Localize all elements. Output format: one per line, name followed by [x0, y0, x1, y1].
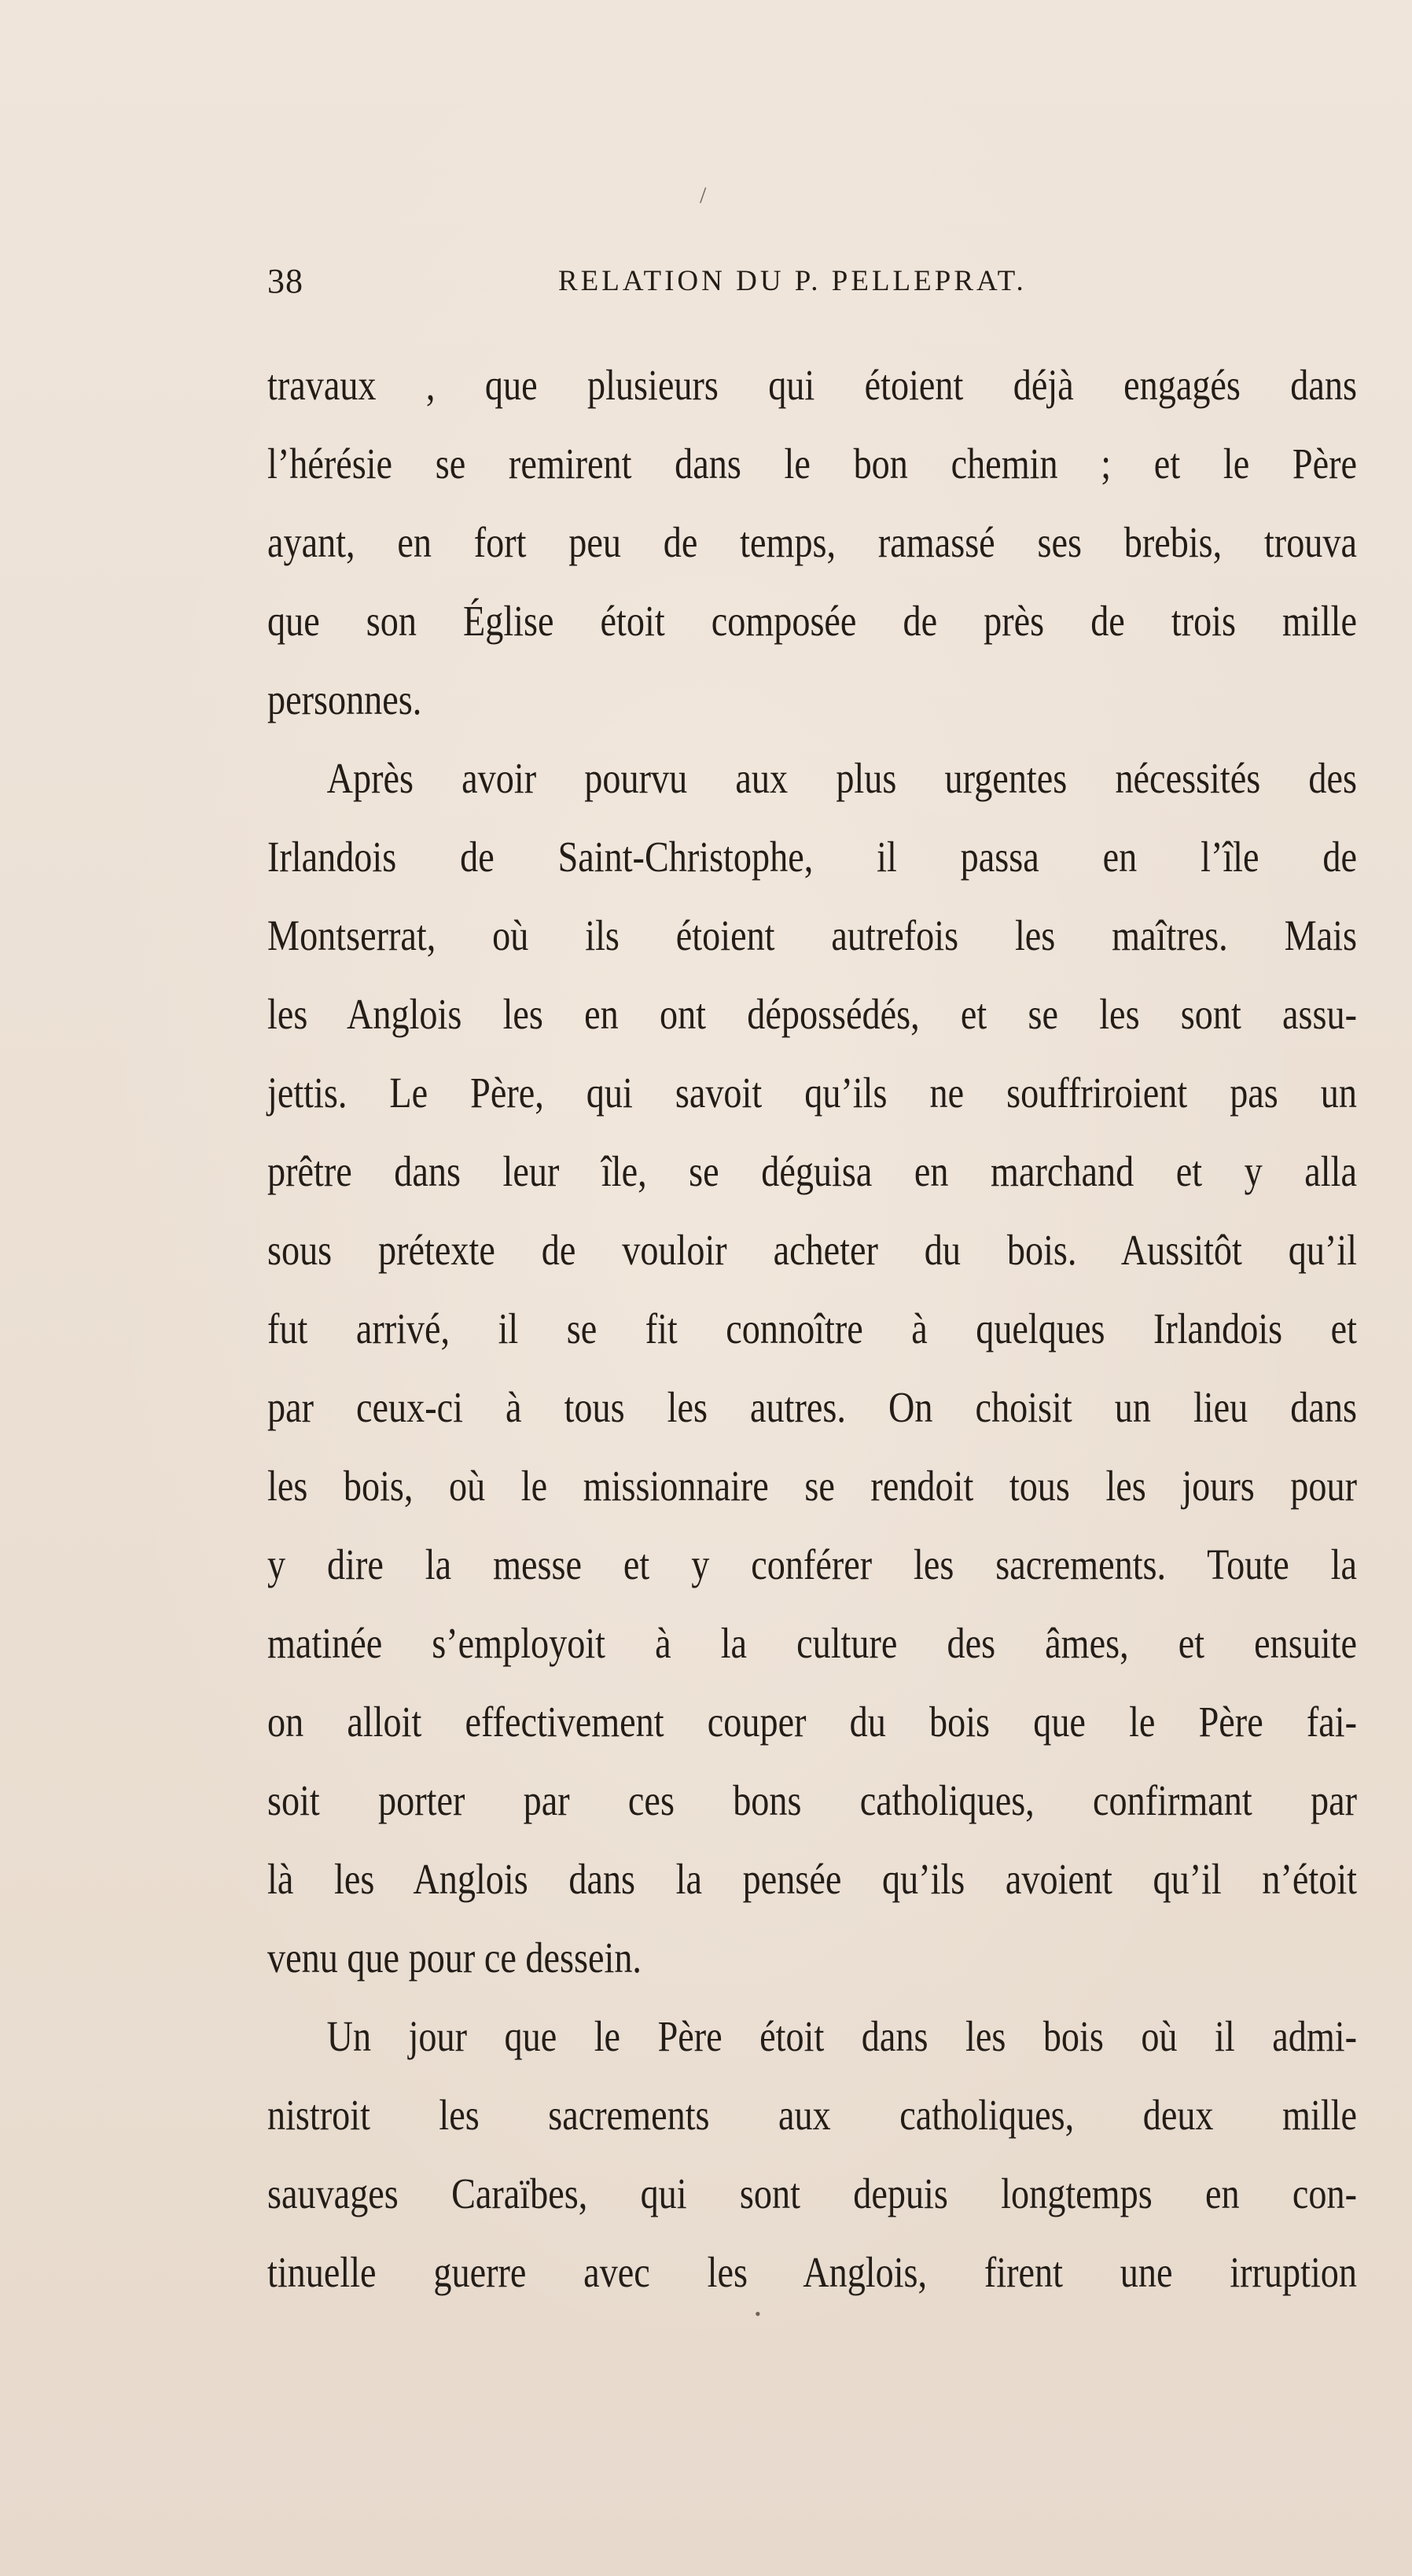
text-line: Montserrat, où ils étoient autrefois les maîtres. Mais — [267, 911, 1357, 959]
text-line: jettis. Le Père, qui savoit qu’ils ne souffriroient pas un — [267, 1069, 1357, 1117]
text-line: sauvages Caraïbes, qui sont depuis longtemps en con- — [267, 2169, 1357, 2217]
text-line: tinuelle guerre avec les Anglois, firent une irruption — [267, 2248, 1357, 2296]
ink-speck: • — [755, 2304, 761, 2324]
text-line: prêtre dans leur île, se déguisa en marchand et y alla — [267, 1147, 1357, 1195]
text-line: Après avoir pourvu aux plus urgentes nécessités des — [326, 754, 1358, 802]
text-line: travaux , que plusieurs qui étoient déjà engagés dans — [267, 361, 1357, 409]
ink-speck: / — [700, 182, 707, 208]
text-line: les Anglois les en ont dépossédés, et se les sont assu- — [267, 990, 1357, 1038]
text-line: nistroit les sacrements aux catholiques, deux mille — [267, 2091, 1357, 2139]
running-title: RELATION DU P. PELLEPRAT. — [558, 265, 1027, 297]
text-line: sous prétexte de vouloir acheter du bois. Aussitôt qu’il — [267, 1226, 1357, 1274]
page-number: 38 — [267, 262, 303, 300]
text-line: venu que pour ce dessein. — [267, 1934, 642, 1982]
text-line: soit porter par ces bons catholiques, confirmant par — [267, 1776, 1357, 1824]
text-line: fut arrivé, il se fit connoître à quelques Irlandois et — [267, 1305, 1357, 1352]
text-line: Un jour que le Père étoit dans les bois où il admi- — [326, 2012, 1358, 2060]
text-line: matinée s’employoit à la culture des âmes, et ensuite — [267, 1619, 1357, 1667]
text-line: l’hérésie se remirent dans le bon chemin ; et le Père — [267, 440, 1357, 488]
running-head — [267, 261, 1357, 308]
text-line: Irlandois de Saint-Christophe, il passa en l’île de — [267, 833, 1357, 881]
text-line: là les Anglois dans la pensée qu’ils avoient qu’il n’étoit — [267, 1855, 1357, 1903]
text-line: que son Église étoit composée de près de trois mille — [267, 597, 1357, 645]
text-line: on alloit effectivement couper du bois que le Père fai- — [267, 1698, 1357, 1746]
text-line: personnes. — [267, 675, 422, 723]
text-line: ayant, en fort peu de temps, ramassé ses brebis, trouva — [267, 518, 1357, 566]
text-line: par ceux-ci à tous les autres. On choisit un lieu dans — [267, 1383, 1357, 1431]
text-line: les bois, où le missionnaire se rendoit tous les jours pour — [267, 1462, 1357, 1510]
text-line: y dire la messe et y conférer les sacrements. Toute la — [267, 1540, 1357, 1588]
body-text — [267, 346, 1357, 2312]
